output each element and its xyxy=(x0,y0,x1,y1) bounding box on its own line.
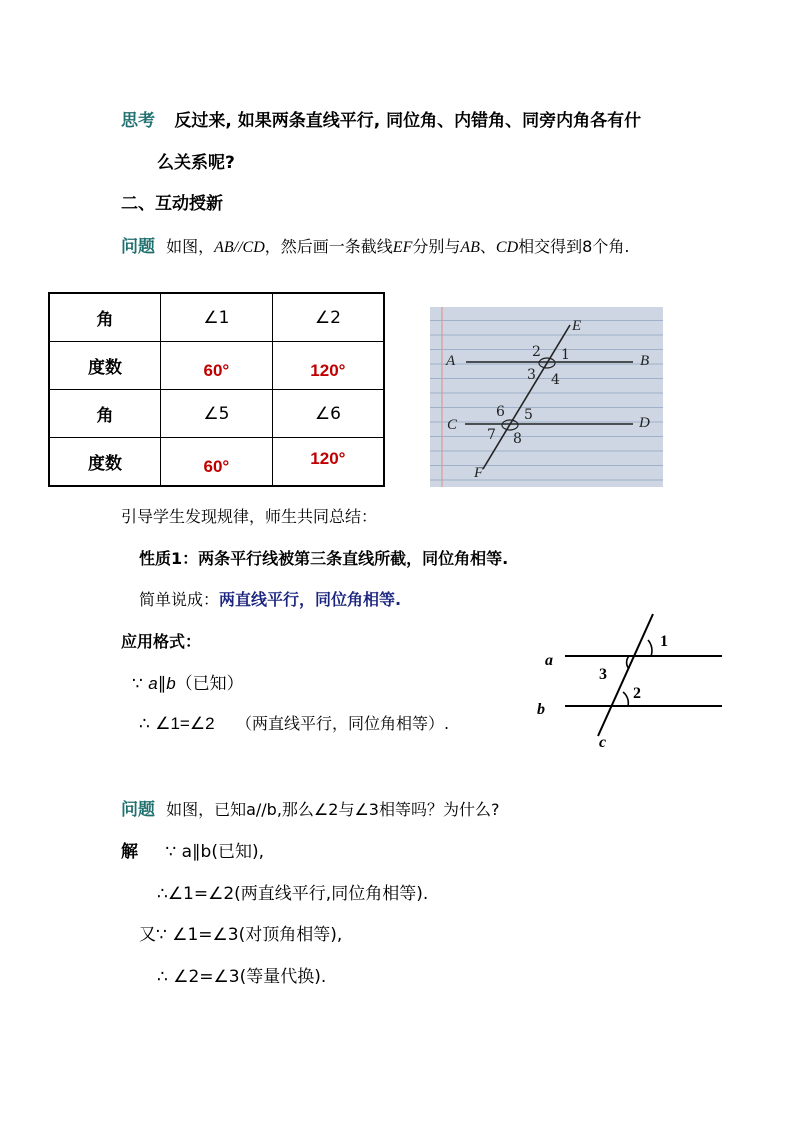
solution-step-1: ∵ a∥b(已知), xyxy=(165,842,265,862)
think-keyword: 思考 xyxy=(121,111,155,131)
label-e: E xyxy=(572,318,582,334)
table-cell: ∠6 xyxy=(272,390,384,438)
section-title: 二、互动授新 xyxy=(121,194,223,214)
problem1-ef: EF xyxy=(392,239,413,256)
table-cell: 度数 xyxy=(49,438,161,487)
label-line-b: b xyxy=(537,701,545,718)
table-cell xyxy=(161,342,273,390)
guide-text: 引导学生发现规律，师生共同总结： xyxy=(121,507,378,526)
problem1-ab: AB xyxy=(460,239,480,256)
think-line1: 反过来, 如果两条直线平行, 同位角、内错角、同旁内角各有什 xyxy=(174,111,642,131)
table-cell xyxy=(272,342,384,390)
table-cell: ∠2 xyxy=(272,293,384,342)
simple-text: 两直线平行，同位角相等. xyxy=(219,590,402,609)
problem1-text-d: 相交得到8个角. xyxy=(518,237,630,256)
table-cell: 角 xyxy=(49,390,161,438)
angle-label-8: 8 xyxy=(513,431,522,447)
label-angle-1: 1 xyxy=(660,633,668,650)
problem1 xyxy=(121,232,629,257)
think-paragraph xyxy=(121,106,641,131)
table-cell: ∠5 xyxy=(161,390,273,438)
table-cell: 角 xyxy=(49,293,161,342)
table-row xyxy=(49,342,384,390)
angle-label-3: 3 xyxy=(527,367,536,383)
format-title: 应用格式： xyxy=(121,632,202,651)
table-cell xyxy=(161,438,273,487)
simple-statement xyxy=(139,587,401,610)
degree-value: 60° xyxy=(203,456,230,476)
problem2-text: 如图，已知a//b,那么∠2与∠3相等吗？为什么? xyxy=(166,800,500,819)
therefore-reason: （两直线平行，同位角相等）. xyxy=(235,714,450,733)
solution-step-4: ∴ ∠2=∠3(等量代换). xyxy=(157,967,327,987)
table-row xyxy=(49,438,384,487)
problem1-cd: CD xyxy=(495,239,519,256)
table-row xyxy=(49,293,384,342)
label-angle-2: 2 xyxy=(633,685,641,702)
angle-label-6: 6 xyxy=(496,404,505,420)
table-cell: 度数 xyxy=(49,342,161,390)
label-angle-3: 3 xyxy=(599,666,607,683)
because-expr: a∥b xyxy=(148,674,176,693)
problem2-keyword: 问题 xyxy=(121,800,155,820)
solution-step-2: ∴∠1=∠2(两直线平行,同位角相等). xyxy=(157,884,429,904)
label-line-c: c xyxy=(599,734,607,751)
angle-label-1: 1 xyxy=(561,347,570,363)
table-cell: ∠1 xyxy=(161,293,273,342)
format-because xyxy=(132,669,244,694)
label-line-a: a xyxy=(545,652,553,669)
angle-table xyxy=(48,292,385,487)
problem1-ab-cd: AB//CD xyxy=(214,239,265,256)
because-symbol: ∵ xyxy=(132,674,143,694)
format-therefore xyxy=(139,711,449,734)
parallel-lines-diagram xyxy=(430,307,663,487)
transversal-diagram xyxy=(530,606,730,751)
label-f: F xyxy=(474,465,484,481)
angle-label-2: 2 xyxy=(532,344,541,360)
degree-value: 120° xyxy=(310,360,346,380)
because-reason: （已知） xyxy=(175,674,244,694)
therefore-expr: ∠1=∠2 xyxy=(155,714,215,733)
think-line2: 么关系呢? xyxy=(157,153,235,173)
property-1: 性质1：两条平行线被第三条直线所截，同位角相等. xyxy=(139,549,509,568)
degree-value: 120° xyxy=(310,448,346,468)
label-d: D xyxy=(639,415,650,431)
problem1-text-b: ，然后画一条截线 xyxy=(264,237,393,256)
parallel-lines-photo xyxy=(430,307,663,487)
problem1-text-a: 如图， xyxy=(166,237,215,256)
angle-label-7: 7 xyxy=(487,427,496,443)
table-cell xyxy=(272,438,384,487)
label-c: C xyxy=(447,417,458,433)
problem1-keyword: 问题 xyxy=(121,237,155,257)
table-row xyxy=(49,390,384,438)
solution-line1 xyxy=(121,837,264,862)
angle-label-5: 5 xyxy=(524,407,533,423)
label-a: A xyxy=(446,353,456,369)
label-b: B xyxy=(640,353,650,369)
problem1-text-c: 分别与 xyxy=(412,237,461,256)
solution-step-3: 又∵ ∠1=∠3(对顶角相等), xyxy=(139,925,343,945)
therefore-symbol: ∴ xyxy=(139,714,150,734)
problem2 xyxy=(121,795,499,820)
degree-value: 60° xyxy=(203,360,230,380)
problem1-sep: 、 xyxy=(479,237,496,256)
solution-keyword: 解 xyxy=(121,842,138,862)
simple-prefix: 简单说成： xyxy=(139,590,220,609)
angle-label-4: 4 xyxy=(551,372,560,388)
